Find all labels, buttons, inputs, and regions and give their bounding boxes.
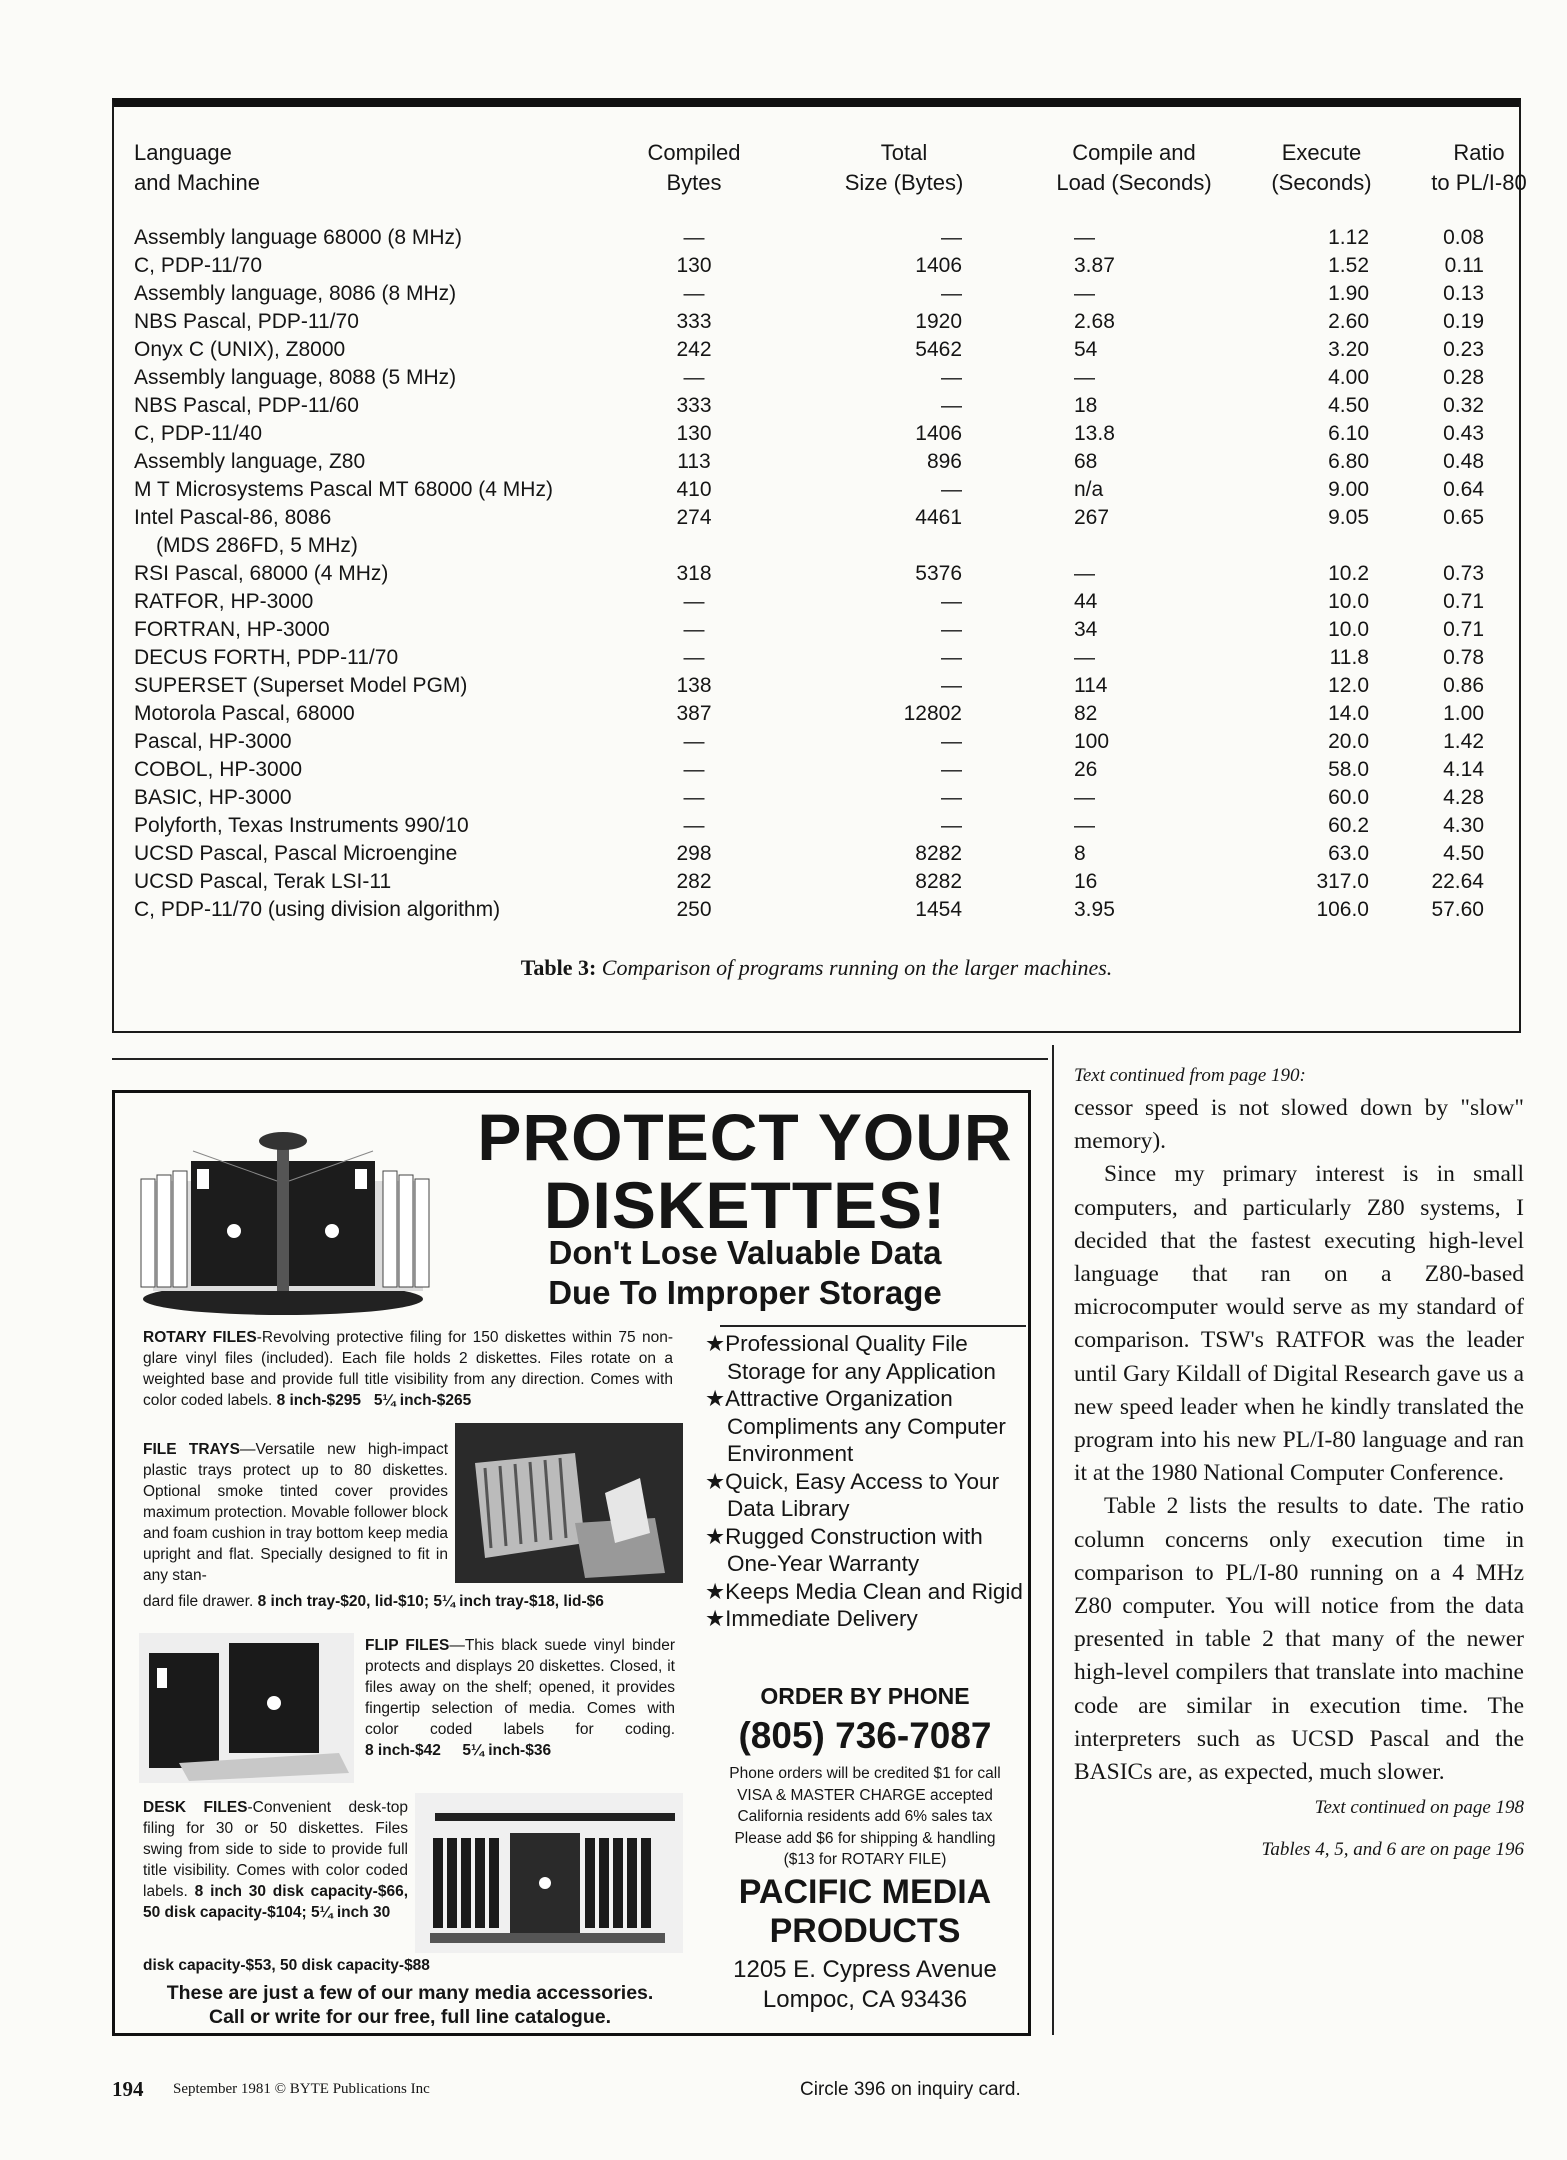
company-address: 1205 E. Cypress Avenue Lompoc, CA 93436 bbox=[733, 1956, 997, 2013]
cell-language: NBS Pascal, PDP-11/60 bbox=[134, 394, 359, 417]
cell-language: RATFOR, HP-3000 bbox=[134, 590, 314, 613]
table-row bbox=[114, 336, 1519, 364]
cell-total-size: — bbox=[941, 758, 962, 781]
company-name: PACIFIC MEDIA PRODUCTS bbox=[738, 1873, 992, 1950]
cell-ratio: 4.14 bbox=[1443, 758, 1484, 781]
cell-compile-load: 100 bbox=[1074, 730, 1110, 753]
cell-total-size: — bbox=[941, 282, 962, 305]
cell-compiled-bytes: — bbox=[683, 814, 705, 837]
cell-compile-load: — bbox=[1074, 814, 1095, 837]
cell-execute: 3.20 bbox=[1328, 338, 1369, 361]
cell-ratio: 4.50 bbox=[1443, 842, 1484, 865]
cell-total-size: — bbox=[941, 366, 962, 389]
cell-total-size: 1454 bbox=[915, 898, 962, 921]
cell-execute: 4.50 bbox=[1328, 394, 1369, 417]
cell-compiled-bytes: 130 bbox=[676, 254, 712, 277]
table-row bbox=[114, 252, 1519, 280]
cell-language: Onyx C (UNIX), Z8000 bbox=[134, 338, 346, 361]
cell-execute: 14.0 bbox=[1328, 702, 1369, 725]
cell-compile-load: 26 bbox=[1074, 758, 1098, 781]
cell-ratio: 0.48 bbox=[1443, 450, 1484, 473]
feature-list bbox=[705, 1330, 1025, 1633]
cell-language: Assembly language 68000 (8 MHz) bbox=[134, 226, 463, 249]
table-row bbox=[114, 560, 1519, 588]
cell-total-size: — bbox=[941, 786, 962, 809]
cell-ratio: 0.19 bbox=[1443, 310, 1484, 333]
inquiry-card-note: Circle 396 on inquiry card. bbox=[800, 2079, 1021, 2100]
desk-files-copy: DESK FILES-Convenient desk-top filing for 30 or 50 diskettes. Files swing from side to side to provide full title visibility. Comes with color coded labels. 8 inch 30 disk capacity-$66, 50 disk capacity-$104; 5¼ inch 30 bbox=[143, 1799, 408, 1921]
table-row bbox=[114, 868, 1519, 896]
table-row bbox=[114, 616, 1519, 644]
cell-compiled-bytes: 282 bbox=[676, 870, 712, 893]
cell-compiled-bytes: — bbox=[683, 758, 705, 781]
cell-compiled-bytes: 318 bbox=[676, 562, 712, 585]
cell-total-size: 8282 bbox=[915, 842, 962, 865]
cell-ratio: 22.64 bbox=[1431, 870, 1484, 893]
table-row bbox=[114, 392, 1519, 420]
cell-language: C, PDP-11/70 bbox=[134, 254, 262, 277]
cell-total-size: 4461 bbox=[915, 506, 962, 529]
cell-compiled-bytes: 387 bbox=[676, 702, 712, 725]
cell-execute: 12.0 bbox=[1328, 674, 1369, 697]
desk-files-photo bbox=[415, 1793, 683, 1953]
cell-total-size: — bbox=[941, 394, 962, 417]
cell-compile-load: 68 bbox=[1074, 450, 1098, 473]
cell-ratio: 0.71 bbox=[1443, 618, 1484, 641]
cell-total-size: 1406 bbox=[915, 254, 962, 277]
cell-compile-load: 3.95 bbox=[1074, 898, 1115, 921]
table-row bbox=[114, 308, 1519, 336]
table-row bbox=[114, 476, 1519, 504]
table-row bbox=[114, 840, 1519, 868]
cell-total-size: — bbox=[941, 674, 962, 697]
ad-top-rule bbox=[112, 1058, 1048, 1060]
cell-compile-load: n/a bbox=[1074, 478, 1104, 501]
cell-total-size: 5376 bbox=[915, 562, 962, 585]
table-row bbox=[114, 364, 1519, 392]
article-paragraph: Since my primary interest is in small computers, and particularly Z80 systems, I decided that the fastest executing high-level language that ran on a Z80-based microcomputer would serve as my standard of comparison. TSW's RATFOR was the leader until Gary Kildall of Digital Research gave us a new speed leader when he kindly translated the program into his new PL/I-80 language and ran it at the 1980 National Computer Conference. bbox=[1074, 1161, 1524, 1487]
cell-compiled-bytes: — bbox=[683, 618, 705, 641]
cell-total-size: — bbox=[941, 226, 962, 249]
cell-language: Pascal, HP-3000 bbox=[134, 730, 292, 753]
cell-compile-load: 114 bbox=[1074, 674, 1108, 697]
table-row bbox=[114, 784, 1519, 812]
table-3 bbox=[112, 98, 1527, 1033]
cell-ratio: 0.86 bbox=[1443, 674, 1484, 697]
feature-item: ★Professional Quality File Storage for any Application bbox=[705, 1331, 996, 1384]
cell-execute: 58.0 bbox=[1328, 758, 1369, 781]
cell-compile-load: — bbox=[1074, 226, 1095, 249]
article-paragraph: Table 2 lists the results to date. The ratio column concerns only execution time in comparison to PL/I-80 running on a 4 MHz Z80 computer. You will notice from the data presented in table 2 that many of the newer high-level compilers that translate into machine code are similar in execution time. The interpreters such as UCSD Pascal and the BASICs are, as expected, much slower. bbox=[1074, 1493, 1524, 1786]
cell-compiled-bytes: 138 bbox=[676, 674, 712, 697]
feature-item: ★Attractive Organization Compliments any Computer Environment bbox=[705, 1386, 1006, 1466]
cell-ratio: 0.32 bbox=[1443, 394, 1484, 417]
cell-language: NBS Pascal, PDP-11/70 bbox=[134, 310, 359, 333]
cell-ratio: 1.42 bbox=[1443, 730, 1484, 753]
cell-compile-load: — bbox=[1074, 366, 1095, 389]
cell-compiled-bytes: — bbox=[683, 730, 705, 753]
cell-compile-load: — bbox=[1074, 646, 1095, 669]
feature-item: ★Keeps Media Clean and Rigid bbox=[705, 1578, 1023, 1604]
cell-ratio: 0.08 bbox=[1443, 226, 1484, 249]
cell-compile-load: 8 bbox=[1074, 842, 1086, 865]
cell-execute: 6.80 bbox=[1328, 450, 1369, 473]
header-compiled-bytes: Compiled Bytes bbox=[647, 140, 741, 195]
cell-language: BASIC, HP-3000 bbox=[134, 786, 292, 809]
header-ratio: Ratio to PL/I-80 bbox=[1431, 140, 1527, 195]
cell-execute: 63.0 bbox=[1328, 842, 1369, 865]
cell-total-size: — bbox=[941, 814, 962, 837]
cell-ratio: 0.43 bbox=[1443, 422, 1484, 445]
cell-compile-load: 267 bbox=[1074, 506, 1110, 529]
cell-compile-load: — bbox=[1074, 282, 1095, 305]
cell-language: RSI Pascal, 68000 (4 MHz) bbox=[134, 562, 389, 585]
table-body bbox=[114, 224, 1519, 924]
cell-compiled-bytes: 298 bbox=[676, 842, 712, 865]
cell-ratio: 0.65 bbox=[1443, 506, 1484, 529]
cell-language: M T Microsystems Pascal MT 68000 (4 MHz) bbox=[134, 478, 553, 501]
cell-ratio: 0.28 bbox=[1443, 366, 1484, 389]
cell-execute: 60.2 bbox=[1328, 814, 1369, 837]
cell-language: FORTRAN, HP-3000 bbox=[134, 618, 330, 641]
cell-language: Motorola Pascal, 68000 bbox=[134, 702, 355, 725]
cell-total-size: 896 bbox=[926, 450, 962, 473]
cell-ratio: 0.71 bbox=[1443, 590, 1484, 613]
cell-execute: 1.12 bbox=[1328, 226, 1369, 249]
ad-rule bbox=[720, 1325, 1026, 1327]
cell-compile-load: 16 bbox=[1074, 870, 1098, 893]
cell-compiled-bytes: — bbox=[683, 786, 705, 809]
header-compile-load: Compile and Load (Seconds) bbox=[1056, 140, 1212, 195]
cell-compile-load: — bbox=[1074, 562, 1095, 585]
cell-compiled-bytes: — bbox=[683, 590, 705, 613]
cell-total-size: — bbox=[941, 730, 962, 753]
header-language: Language and Machine bbox=[134, 140, 260, 195]
table-row bbox=[114, 588, 1519, 616]
file-trays-copy: FILE TRAYS—Versatile new high-impact plastic trays protect up to 80 diskettes. Optional smoke tinted cover provides maximum protection. Movable follower block and foam cushion in tray bottom keep media upright and flat. Specially designed to fit in any stan- bbox=[143, 1441, 449, 1584]
flip-files-copy: FLIP FILES—This black suede vinyl binder protects and displays 20 diskettes. Closed, it files away on the shelf; opened, it provides fingertip selection of media. Comes with color coded labels for coding. 8 inch-$42 5¼ inch-$36 bbox=[365, 1637, 675, 1759]
cell-compiled-bytes: 333 bbox=[676, 310, 712, 333]
cell-ratio: 57.60 bbox=[1431, 898, 1484, 921]
cell-total-size: 5462 bbox=[915, 338, 962, 361]
cell-language: C, PDP-11/70 (using division algorithm) bbox=[134, 898, 501, 921]
cell-total-size: — bbox=[941, 646, 962, 669]
footer-date: September 1981 © BYTE Publications Inc bbox=[173, 2081, 430, 2097]
cell-ratio: 0.13 bbox=[1443, 282, 1484, 305]
ad-tagline: These are just a few of our many media accessories. Call or write for our free, full line catalogue. bbox=[166, 1982, 654, 2028]
cell-total-size: 8282 bbox=[915, 870, 962, 893]
cell-execute: 2.60 bbox=[1328, 310, 1369, 333]
cell-language: Assembly language, Z80 bbox=[134, 450, 366, 473]
cell-compile-load: — bbox=[1074, 786, 1095, 809]
cell-execute: 317.0 bbox=[1316, 870, 1369, 893]
cell-compiled-bytes: — bbox=[683, 282, 705, 305]
cell-compiled-bytes: 242 bbox=[676, 338, 712, 361]
cell-compiled-bytes: 250 bbox=[676, 898, 712, 921]
article-paragraph: cessor speed is not slowed down by "slow" memory). bbox=[1074, 1095, 1524, 1155]
continued-on: Text continued on page 198 bbox=[1314, 1797, 1524, 1819]
table-row bbox=[114, 672, 1519, 700]
cell-execute: 10.0 bbox=[1328, 618, 1369, 641]
cell-language: Assembly language, 8086 (8 MHz) bbox=[134, 282, 457, 305]
cell-compiled-bytes: 333 bbox=[676, 394, 712, 417]
order-info: Phone orders will be credited $1 for call VISA & MASTER CHARGE accepted California residents add 6% sales tax Please add $6 for shipping & handling ($13 for ROTARY FILE) bbox=[729, 1765, 1001, 1868]
file-trays-photo bbox=[455, 1423, 683, 1583]
table-row bbox=[114, 280, 1519, 308]
table-row bbox=[114, 504, 1519, 560]
cell-compile-load: 3.87 bbox=[1074, 254, 1115, 277]
cell-compiled-bytes: 130 bbox=[676, 422, 712, 445]
cell-execute: 20.0 bbox=[1328, 730, 1369, 753]
cell-total-size: — bbox=[941, 478, 962, 501]
advertisement bbox=[112, 1090, 1031, 2036]
cell-language: COBOL, HP-3000 bbox=[134, 758, 303, 781]
cell-execute: 1.90 bbox=[1328, 282, 1369, 305]
cell-ratio: 4.28 bbox=[1443, 786, 1484, 809]
cell-execute: 10.0 bbox=[1328, 590, 1369, 613]
table-row bbox=[114, 448, 1519, 476]
cell-language: DECUS FORTH, PDP-11/70 bbox=[134, 646, 399, 669]
table-row bbox=[114, 700, 1519, 728]
cell-ratio: 1.00 bbox=[1443, 702, 1484, 725]
cell-total-size: 1920 bbox=[915, 310, 962, 333]
table-row bbox=[114, 756, 1519, 784]
page-number: 194 bbox=[112, 2077, 144, 2101]
article-column bbox=[1074, 1060, 1524, 1863]
cell-language: Polyforth, Texas Instruments 990/10 bbox=[134, 814, 469, 837]
cell-compiled-bytes: — bbox=[683, 226, 705, 249]
rotary-files-copy: ROTARY FILES-Revolving protective filing for 150 diskettes within 75 non-glare vinyl files (included). Each file holds 2 diskettes. Files rotate on a weighted base and provide full title visibility from any direction. Comes with color coded labels. 8 inch-$295 5¼ inch-$265 bbox=[143, 1329, 673, 1409]
cell-execute: 9.00 bbox=[1328, 478, 1369, 501]
table-caption: Table 3: Comparison of programs running on the larger machines. bbox=[520, 955, 1113, 980]
cell-compile-load: 18 bbox=[1074, 394, 1098, 417]
table-row bbox=[114, 812, 1519, 840]
phone-number: (805) 736-7087 bbox=[738, 1715, 992, 1756]
cell-execute: 1.52 bbox=[1328, 254, 1369, 277]
cell-language: SUPERSET (Superset Model PGM) bbox=[134, 674, 468, 697]
cell-compile-load: 2.68 bbox=[1074, 310, 1115, 333]
cell-execute: 4.00 bbox=[1328, 366, 1369, 389]
cell-compile-load: 54 bbox=[1074, 338, 1098, 361]
ad-headline: PROTECT YOUR DISKETTES! bbox=[477, 1100, 1013, 1242]
order-by-phone-label: ORDER BY PHONE bbox=[760, 1683, 970, 1709]
cell-compile-load: 82 bbox=[1074, 702, 1098, 725]
cell-compiled-bytes: — bbox=[683, 646, 705, 669]
cell-execute: 6.10 bbox=[1328, 422, 1369, 445]
cell-compile-load: 34 bbox=[1074, 618, 1098, 641]
header-total-size: Total Size (Bytes) bbox=[844, 140, 964, 195]
cell-ratio: 0.23 bbox=[1443, 338, 1484, 361]
feature-item: ★Rugged Construction with One-Year Warranty bbox=[705, 1523, 983, 1576]
cell-ratio: 0.11 bbox=[1444, 254, 1484, 277]
continued-from: Text continued from page 190: bbox=[1074, 1065, 1306, 1086]
file-trays-copy-cont: dard file drawer. 8 inch tray-$20, lid-$10; 5¼ inch tray-$18, lid-$6 bbox=[143, 1593, 604, 1610]
cell-total-size: — bbox=[941, 618, 962, 641]
cell-language: C, PDP-11/40 bbox=[134, 422, 262, 445]
feature-item: ★Immediate Delivery bbox=[705, 1606, 918, 1631]
table-row bbox=[114, 644, 1519, 672]
cell-language: Assembly language, 8088 (5 MHz) bbox=[134, 366, 457, 389]
table-row bbox=[114, 896, 1519, 924]
cell-total-size: — bbox=[941, 590, 962, 613]
cell-execute: 9.05 bbox=[1328, 506, 1369, 529]
cell-execute: 60.0 bbox=[1328, 786, 1369, 809]
cell-ratio: 0.73 bbox=[1443, 562, 1484, 585]
cell-compile-load: 13.8 bbox=[1074, 422, 1115, 445]
table-row bbox=[114, 224, 1519, 252]
cell-execute: 11.8 bbox=[1329, 646, 1369, 669]
table-row bbox=[114, 728, 1519, 756]
cell-ratio: 4.30 bbox=[1443, 814, 1484, 837]
flip-files-photo bbox=[139, 1633, 354, 1783]
cell-ratio: 0.78 bbox=[1443, 646, 1484, 669]
tables-note: Tables 4, 5, and 6 are on page 196 bbox=[1261, 1839, 1524, 1861]
cell-execute: 106.0 bbox=[1316, 898, 1369, 921]
cell-language-cont: (MDS 286FD, 5 MHz) bbox=[156, 534, 358, 557]
cell-execute: 10.2 bbox=[1328, 562, 1369, 585]
cell-total-size: 1406 bbox=[915, 422, 962, 445]
ad-subheadline: Don't Lose Valuable Data Due To Improper Storage bbox=[548, 1234, 942, 1311]
table-row bbox=[114, 420, 1519, 448]
cell-language: UCSD Pascal, Pascal Microengine bbox=[134, 842, 458, 865]
feature-item: ★Quick, Easy Access to Your Data Library bbox=[705, 1468, 1000, 1521]
cell-total-size: 12802 bbox=[903, 702, 962, 725]
cell-compiled-bytes: 274 bbox=[676, 506, 712, 529]
rotary-file-photo bbox=[133, 1121, 438, 1321]
cell-compiled-bytes: — bbox=[683, 366, 705, 389]
cell-language: Intel Pascal-86, 8086 bbox=[134, 506, 332, 529]
header-execute: Execute (Seconds) bbox=[1271, 140, 1372, 195]
cell-compiled-bytes: 410 bbox=[676, 478, 712, 501]
column-rule bbox=[1052, 1045, 1054, 2035]
desk-files-copy-cont: disk capacity-$53, 50 disk capacity-$88 bbox=[143, 1957, 430, 1974]
cell-compile-load: 44 bbox=[1074, 590, 1098, 613]
cell-language: UCSD Pascal, Terak LSI-11 bbox=[134, 870, 392, 893]
cell-compiled-bytes: 113 bbox=[677, 450, 711, 473]
cell-ratio: 0.64 bbox=[1443, 478, 1484, 501]
